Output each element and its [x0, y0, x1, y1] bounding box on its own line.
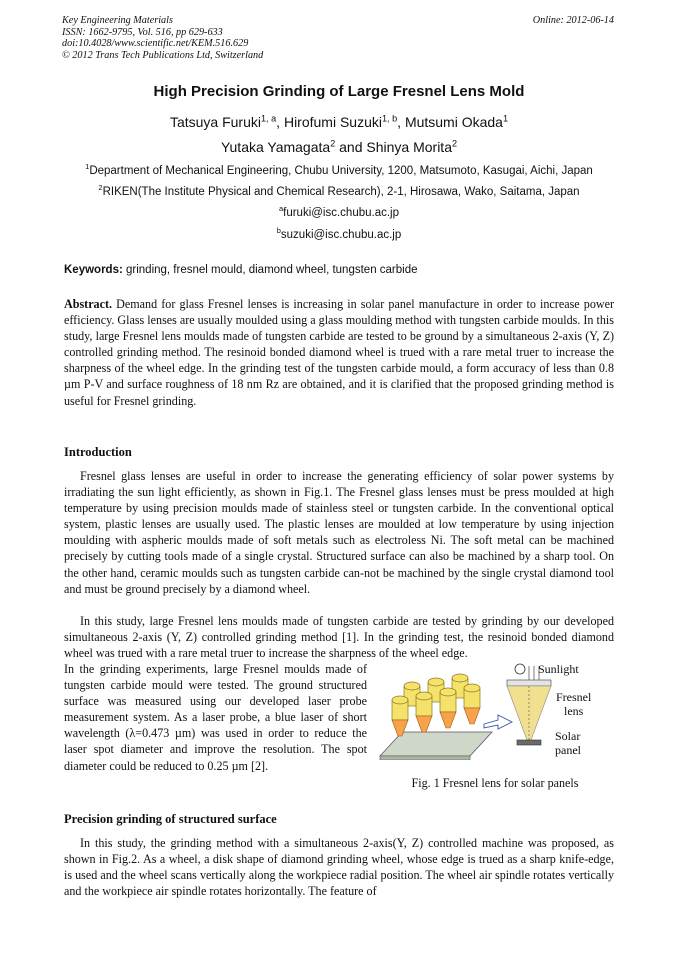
- section2-paragraph-1: In this study, the grinding method with a simultaneous 2-axis(Y, Z) controlled machine was proposed, as shown in Fig.2. As a wheel, a disk shape of diamond grinding wheel, whose edge is trued as a sharp knife-edge, is used and the wheel scans vertically along the workpiece radial position. The wheel air spindle rotates vertically and the workpiece air spindle rotates horizontally. The feature of: [64, 836, 614, 899]
- author-sup: 2: [330, 138, 336, 149]
- author-name: Mutsumi Okada: [404, 114, 503, 130]
- email-b: [0, 226, 678, 241]
- aff-sup: 2: [98, 183, 103, 193]
- abstract-text: Demand for glass Fresnel lenses is increasing in solar panel manufacture in order to increase power efficiency. Glass lenses are usually moulded using a glass moulding method with tungsten carbide moulds. In this study, large Fresnel lens moulds made of tungsten carbide are tested to be ground by a simultaneous 2-axis (Y, Z) controlled grinding method. The resinoid bonded diamond wheel is trued with a rare metal truer to increase the sharpness of the wheel edge. In the grinding test of the tungsten carbide mould, a form accuracy of less than 0.8 µm P-V and surface roughness of 18 nm Rz are obtained, and it is clarified that the proposed grinding method is useful for Fresnel grinding.: [64, 297, 614, 408]
- journal-header: [62, 15, 263, 61]
- keywords-text: grinding, fresnel mould, diamond wheel, tungsten carbide: [122, 264, 418, 276]
- intro-paragraph-3: In the grinding experiments, large Fresnel moulds made of tungsten carbide mould were tested. The ground structured surface was measured using our developed laser probe measurement system. As a laser probe, a blue laser of short wavelength (λ=0.473 µm) was used in order to reduce the laser spot diameter and improve the resolution. The spot diameter could be reduced to 0.25 µm [2].: [64, 662, 367, 773]
- email-text: furuki@isc.chubu.ac.jp: [283, 207, 400, 219]
- author-name: Shinya Morita: [366, 139, 452, 155]
- intro-paragraph-2: In this study, large Fresnel lens moulds made of tungsten carbide are tested by grinding by our developed simultaneous 2-axis (Y, Z) controlled grinding method [1]. In the grinding test, the resinoid bonded diamond wheel was trued with a rare metal truer to increase the sharpness of the wheel edge.: [64, 614, 614, 661]
- aff-sup: 1: [85, 162, 90, 172]
- paper-title: High Precision Grinding of Large Fresnel Lens Mold: [153, 83, 525, 100]
- affiliation-2: [0, 183, 678, 198]
- keywords-label: Keywords:: [64, 264, 123, 276]
- online-date: Online: 2012-06-14: [532, 15, 614, 26]
- email-sup: b: [276, 226, 281, 236]
- author-name: Hirofumi Suzuki: [283, 114, 382, 130]
- journal-name: Key Engineering Materials: [62, 15, 173, 26]
- author-sup: 1, b: [381, 113, 398, 124]
- doi: doi:10.4028/www.scientific.net/KEM.516.629: [62, 38, 249, 49]
- abstract: [64, 296, 614, 409]
- figure-label-solar-panel: Solar panel: [555, 729, 581, 757]
- author-sup: 1: [502, 113, 509, 124]
- author-sup: 1, a: [261, 113, 277, 124]
- email-a: [0, 204, 678, 219]
- author-line-1: Tatsuya Furuki$^{1, a}$, Hirofumi Suzuki$^{1, b}$, Mutsumi Okada$^1$: [169, 113, 509, 130]
- issn: ISSN: 1662-9795, Vol. 516, pp 629-633: [62, 26, 223, 38]
- keywords: [64, 264, 418, 276]
- author-sup: 2: [451, 138, 458, 149]
- author-line-2: Yutaka Yamagata$^2$ and Shinya Morita$^2$: [220, 138, 458, 155]
- figure-1-caption: Fig. 1 Fresnel lens for solar panels: [411, 776, 579, 790]
- aff-text: RIKEN(The Institute Physical and Chemical Research), 2-1, Hirosawa, Wako, Saitama, Japan: [102, 186, 580, 198]
- copyright: © 2012 Trans Tech Publications Ltd, Switzerland: [62, 49, 264, 61]
- email-sup: a: [278, 204, 284, 214]
- author-name: Yutaka Yamagata: [220, 139, 331, 155]
- affiliation-1: [0, 162, 678, 177]
- section-heading-introduction: Introduction: [64, 445, 132, 459]
- email-text: suzuki@isc.chubu.ac.jp: [280, 229, 402, 241]
- intro-paragraph-1: Fresnel glass lenses are useful in order to increase the generating efficiency of solar power systems by irradiating the sun light efficiently, as shown in Fig.1. The Fresnel glass lenses must be press moulded at high temperature by using precision moulds made of stainless steel or tungsten carbide. In the conventional optical system, plastic lenses are usually used. The plastic lenses are moulded at low temperature by using injection moulding with aspheric moulds made of soft metals such as electroless Ni. The soft metal can be machined precisely by cutting tools made of a single crystal. Structured surface can also be machined by a sharp tool. On the other hand, ceramic moulds such as tungsten carbide can-not be machined by the single crystal diamond tool and must be ground precisely by a diamond wheel.: [64, 469, 614, 596]
- author-name: Tatsuya Furuki: [169, 114, 261, 130]
- figure-label-sunlight: Sunlight: [538, 662, 579, 676]
- aff-text: Department of Mechanical Engineering, Chubu University, 1200, Matsumoto, Kasugai, Aichi, Japan: [89, 165, 593, 177]
- section-heading-precision-grinding: Precision grinding of structured surface: [64, 812, 277, 826]
- abstract-label: Abstract.: [64, 297, 113, 311]
- figure-label-fresnel-lens: Fresnel lens: [556, 690, 592, 718]
